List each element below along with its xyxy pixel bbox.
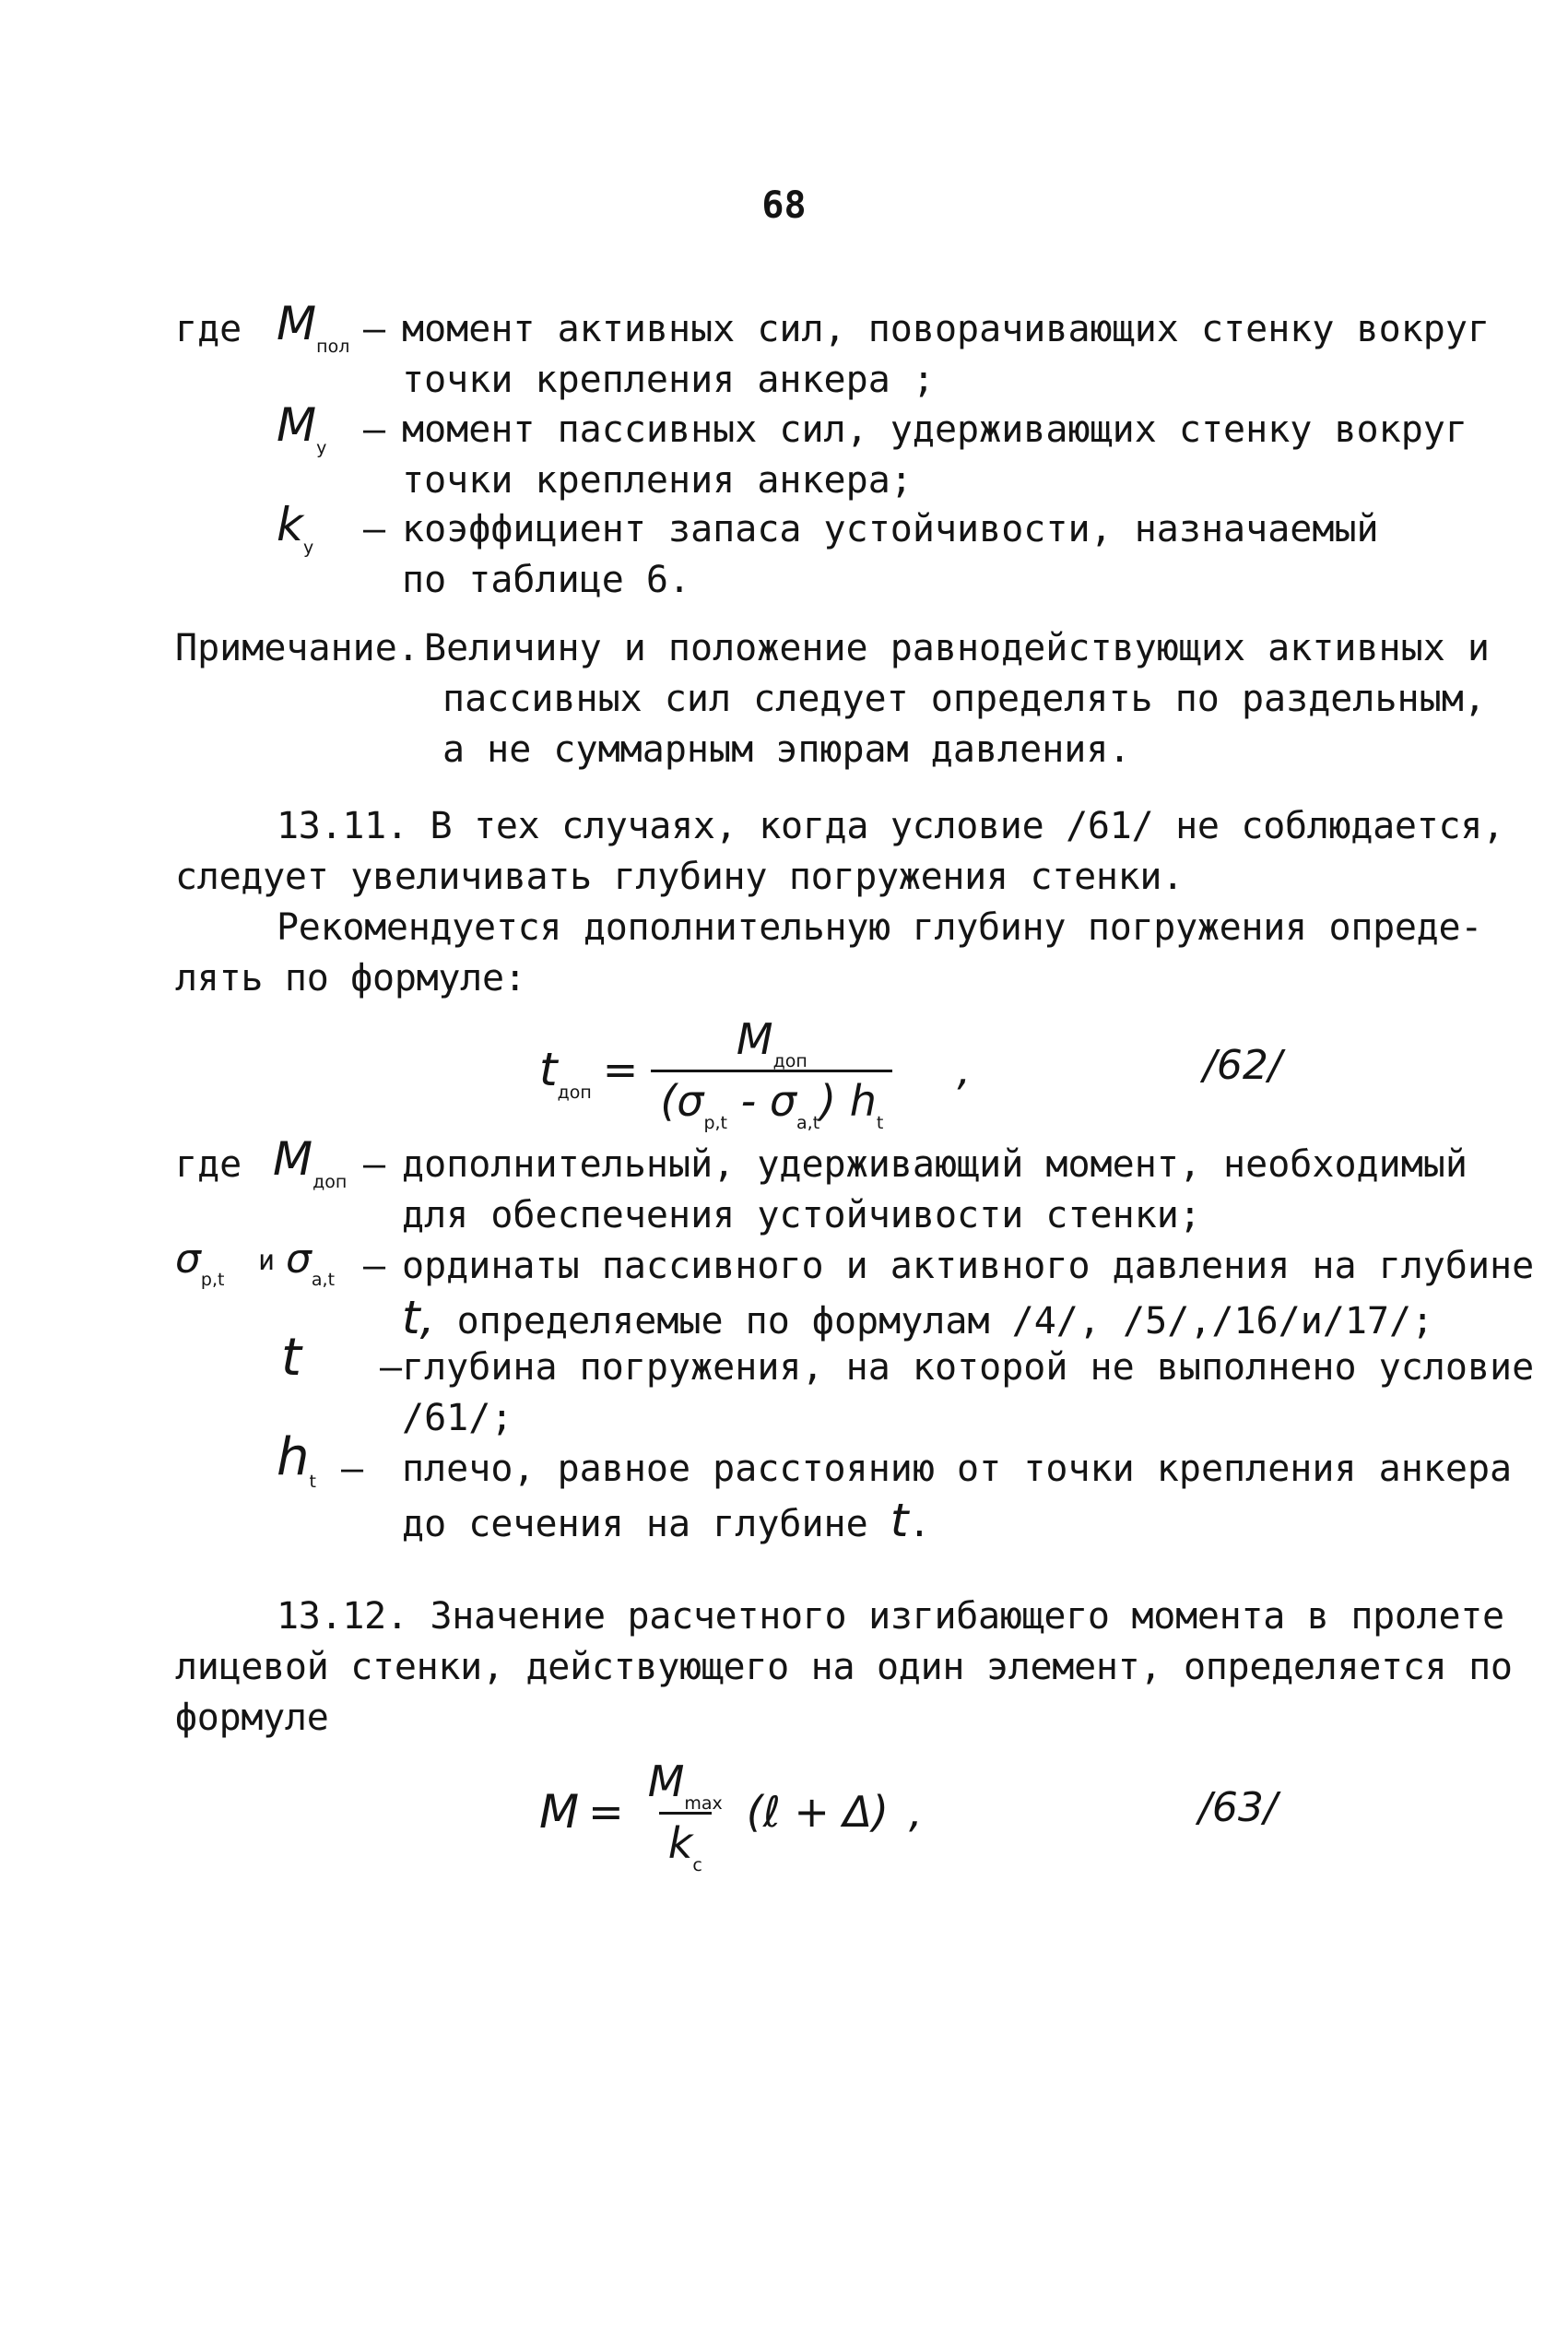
definition-dash: – — [341, 1448, 364, 1490]
formula-fraction — [639, 1756, 732, 1875]
formula-equals: = — [588, 1787, 624, 1837]
definition-text: /61/; — [402, 1397, 513, 1439]
fraction-numerator: $M_{max}$ — [647, 1756, 723, 1814]
formula-number: /62/ — [1203, 1042, 1282, 1089]
note-label: Примечание. — [175, 627, 419, 669]
fraction-numerator: $M_{доп}$ — [736, 1013, 808, 1071]
note-text: пассивных сил следует определять по раздельным, — [442, 678, 1486, 720]
symbol-m-holding: $M_у$ — [277, 398, 327, 458]
definition-dash: – — [363, 308, 386, 350]
symbol-sigma-p: $\sigma_{p,t}$ — [175, 1236, 225, 1290]
definition-text: по таблице 6. — [402, 559, 691, 601]
formula-comma: , — [908, 1787, 923, 1837]
formula-lhs: $t_{доп}$ — [539, 1043, 592, 1103]
definition-text: коэффициент запаса устойчивости, назначаемый — [402, 508, 1379, 550]
symbol-sigma-a: $\sigma_{a,t}$ — [286, 1236, 336, 1290]
where-label: где — [175, 1143, 242, 1186]
formula-equals: = — [602, 1045, 639, 1094]
formula-63 — [539, 1752, 923, 1875]
definition-text: для обеспечения устойчивости стенки; — [402, 1194, 1201, 1236]
definition-text: точки крепления анкера ; — [402, 359, 935, 401]
definition-text: t, определяемые по формулам /4/, /5/,/16/и/17/; — [402, 1291, 1434, 1344]
where-label: где — [175, 308, 242, 350]
symbol-m-additional: $M_{доп}$ — [273, 1132, 348, 1192]
paragraph-text: 13.12. Значение расчетного изгибающего момента в пролете — [277, 1595, 1504, 1638]
formula-number: /63/ — [1198, 1784, 1278, 1831]
paragraph-text: 13.11. В тех случаях, когда условие /61/ не соблюдается, — [277, 805, 1504, 847]
fraction-denominator: $(\sigma_{p,t} - \sigma_{a,t})$ $h_t$ — [651, 1070, 892, 1126]
page-number: 68 — [761, 184, 807, 227]
definition-text: точки крепления анкера; — [402, 459, 913, 502]
paragraph-text: формуле — [175, 1697, 329, 1739]
formula-62 — [539, 1010, 971, 1133]
paragraph-text: следует увеличивать глубину погружения стенки. — [175, 856, 1184, 898]
formula-parenthesis: (ℓ + Δ) — [746, 1787, 889, 1837]
definition-dash: – — [363, 1143, 386, 1186]
paragraph-text: лять по формуле: — [175, 957, 526, 999]
symbol-h: $h_t$ — [277, 1427, 316, 1492]
definition-text: дополнительный, удерживающий момент, необходимый — [402, 1143, 1468, 1186]
note-text: а не суммарным эпюрам давления. — [442, 728, 1131, 771]
definition-text: момент активных сил, поворачивающих стенку вокруг — [402, 308, 1491, 350]
symbol-t: t — [281, 1328, 301, 1388]
definition-text: плечо, равное расстоянию от точки крепления анкера — [402, 1448, 1513, 1490]
definition-text: глубина погружения, на которой не выполнено условие — [402, 1346, 1535, 1389]
formula-fraction — [651, 1013, 892, 1133]
definition-dash: – — [363, 408, 386, 451]
note-text: Величину и положение равнодействующих активных и — [424, 627, 1490, 669]
formula-comma: , — [957, 1045, 971, 1094]
symbol-m-active: $M_{пол}$ — [277, 297, 350, 357]
fraction-denominator: $k_c$ — [659, 1812, 712, 1868]
definition-text: до сечения на глубине t. — [402, 1494, 931, 1547]
definition-dash: – — [363, 508, 386, 550]
conjunction-and: и — [258, 1245, 276, 1277]
paragraph-text: лицевой стенки, действующего на один элемент, определяется по — [175, 1646, 1513, 1688]
definition-dash: – — [363, 1245, 386, 1287]
definition-text: ординаты пассивного и активного давления на глубине — [402, 1245, 1535, 1287]
definition-text: момент пассивных сил, удерживающих стенку вокруг — [402, 408, 1468, 451]
formula-lhs: M — [539, 1785, 580, 1839]
symbol-k-stability: $k_у$ — [277, 498, 314, 558]
paragraph-text: Рекомендуется дополнительную глубину погружения опреде- — [277, 906, 1483, 949]
definition-dash: – — [380, 1346, 403, 1389]
